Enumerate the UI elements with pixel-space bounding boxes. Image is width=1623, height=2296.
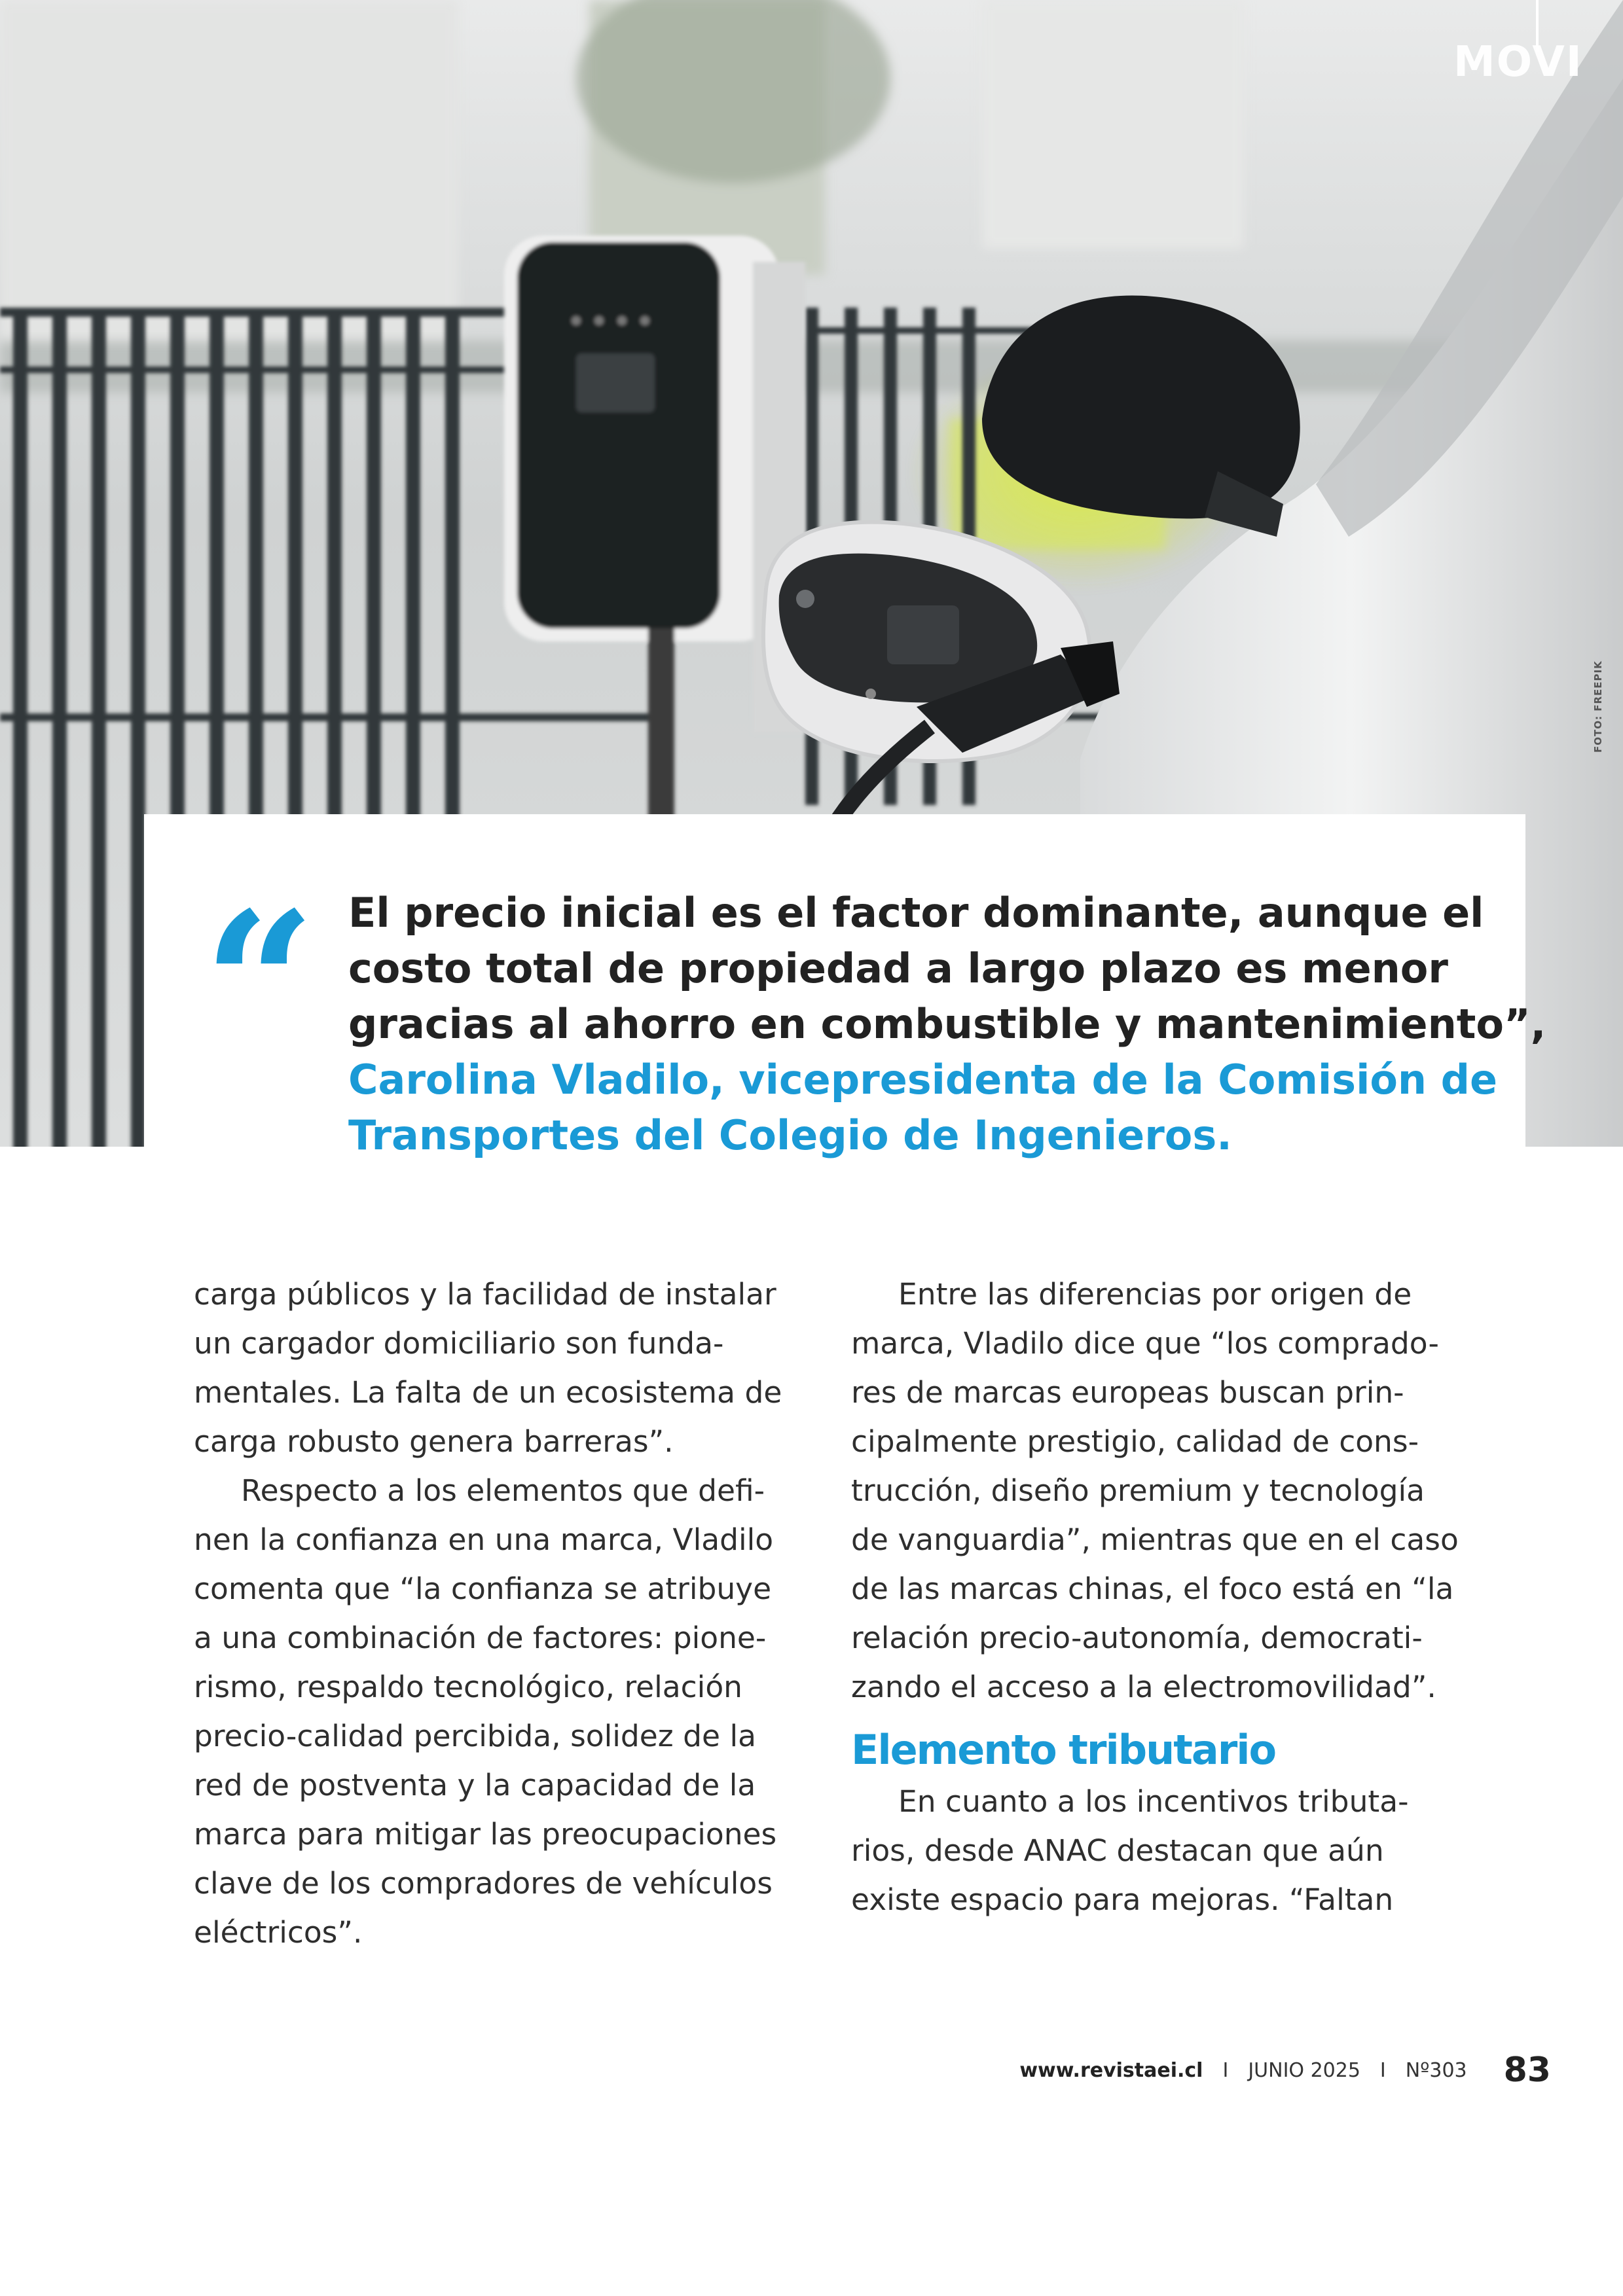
body-line: res de marcas europeas buscan prin- [851,1375,1404,1410]
body-column-left [194,1270,783,1957]
body-line: nen la confianza en una marca, Vladilo [194,1522,774,1557]
quote-mark-icon: “ [203,869,316,1100]
body-line: un cargador domiciliario son funda- [194,1326,724,1361]
body-line: clave de los compradores de vehículos [194,1866,773,1901]
quote-line: costo total de propiedad a largo plazo es menor [348,944,1448,992]
quote-line: El precio inicial es el factor dominante, aunque el [348,889,1484,937]
pull-quote [144,814,1546,1181]
section-label: MOVI [1453,38,1583,86]
quote-text [348,885,1546,1163]
body-line: Respecto a los elementos que defi- [241,1473,765,1508]
body-line: marca, Vladilo dice que “los comprado- [851,1326,1439,1361]
page-footer [1019,2047,1551,2093]
footer-url-link[interactable]: www.revistaei.cl [1019,2058,1203,2082]
body-line: a una combinación de factores: pione- [194,1621,767,1655]
body-line: existe espacio para mejoras. “Faltan [851,1882,1394,1917]
page-number: 83 [1503,2051,1551,2090]
body-line: carga robusto genera barreras”. [194,1424,674,1459]
body-line: de vanguardia”, mientras que en el caso [851,1522,1459,1557]
body-line: eléctricos”. [194,1915,363,1950]
quote-attribution-line: Carolina Vladilo, vicepresidenta de la Comisión de [348,1056,1498,1103]
footer-issue: Nº303 [1405,2058,1467,2082]
body-line: Entre las diferencias por origen de [898,1277,1412,1312]
body-line: de las marcas chinas, el foco está en “la [851,1571,1454,1606]
section-subheading: Elemento tributario [851,1726,1276,1774]
body-line: precio-calidad percibida, solidez de la [194,1719,756,1753]
body-line: trucción, diseño premium y tecnología [851,1473,1425,1508]
photo-credit: FOTO: FREEPIK [1592,660,1604,753]
body-line: En cuanto a los incentivos tributa- [898,1784,1409,1819]
body-line: red de postventa y la capacidad de la [194,1768,756,1803]
body-line: marca para mitigar las preocupaciones [194,1817,777,1852]
body-line: mentales. La falta de un ecosistema de [194,1375,782,1410]
body-line: comenta que “la confianza se atribuye [194,1571,772,1606]
body-line: rismo, respaldo tecnológico, relación [194,1670,742,1704]
body-line: zando el acceso a la electromovilidad”. [851,1670,1436,1704]
body-line: rios, desde ANAC destacan que aún [851,1833,1384,1868]
body-column-right [851,1270,1459,1924]
body-line: cipalmente prestigio, calidad de cons- [851,1424,1419,1459]
body-line: relación precio-autonomía, democrati- [851,1621,1423,1655]
quote-line: gracias al ahorro en combustible y mantenimiento”, [348,1000,1546,1048]
footer-date: JUNIO 2025 [1248,2058,1360,2082]
quote-attribution-line: Transportes del Colegio de Ingenieros. [348,1111,1232,1159]
footer-separator: I [1222,2058,1229,2082]
body-line: carga públicos y la facilidad de instalar [194,1277,776,1312]
footer-separator: I [1379,2058,1386,2082]
